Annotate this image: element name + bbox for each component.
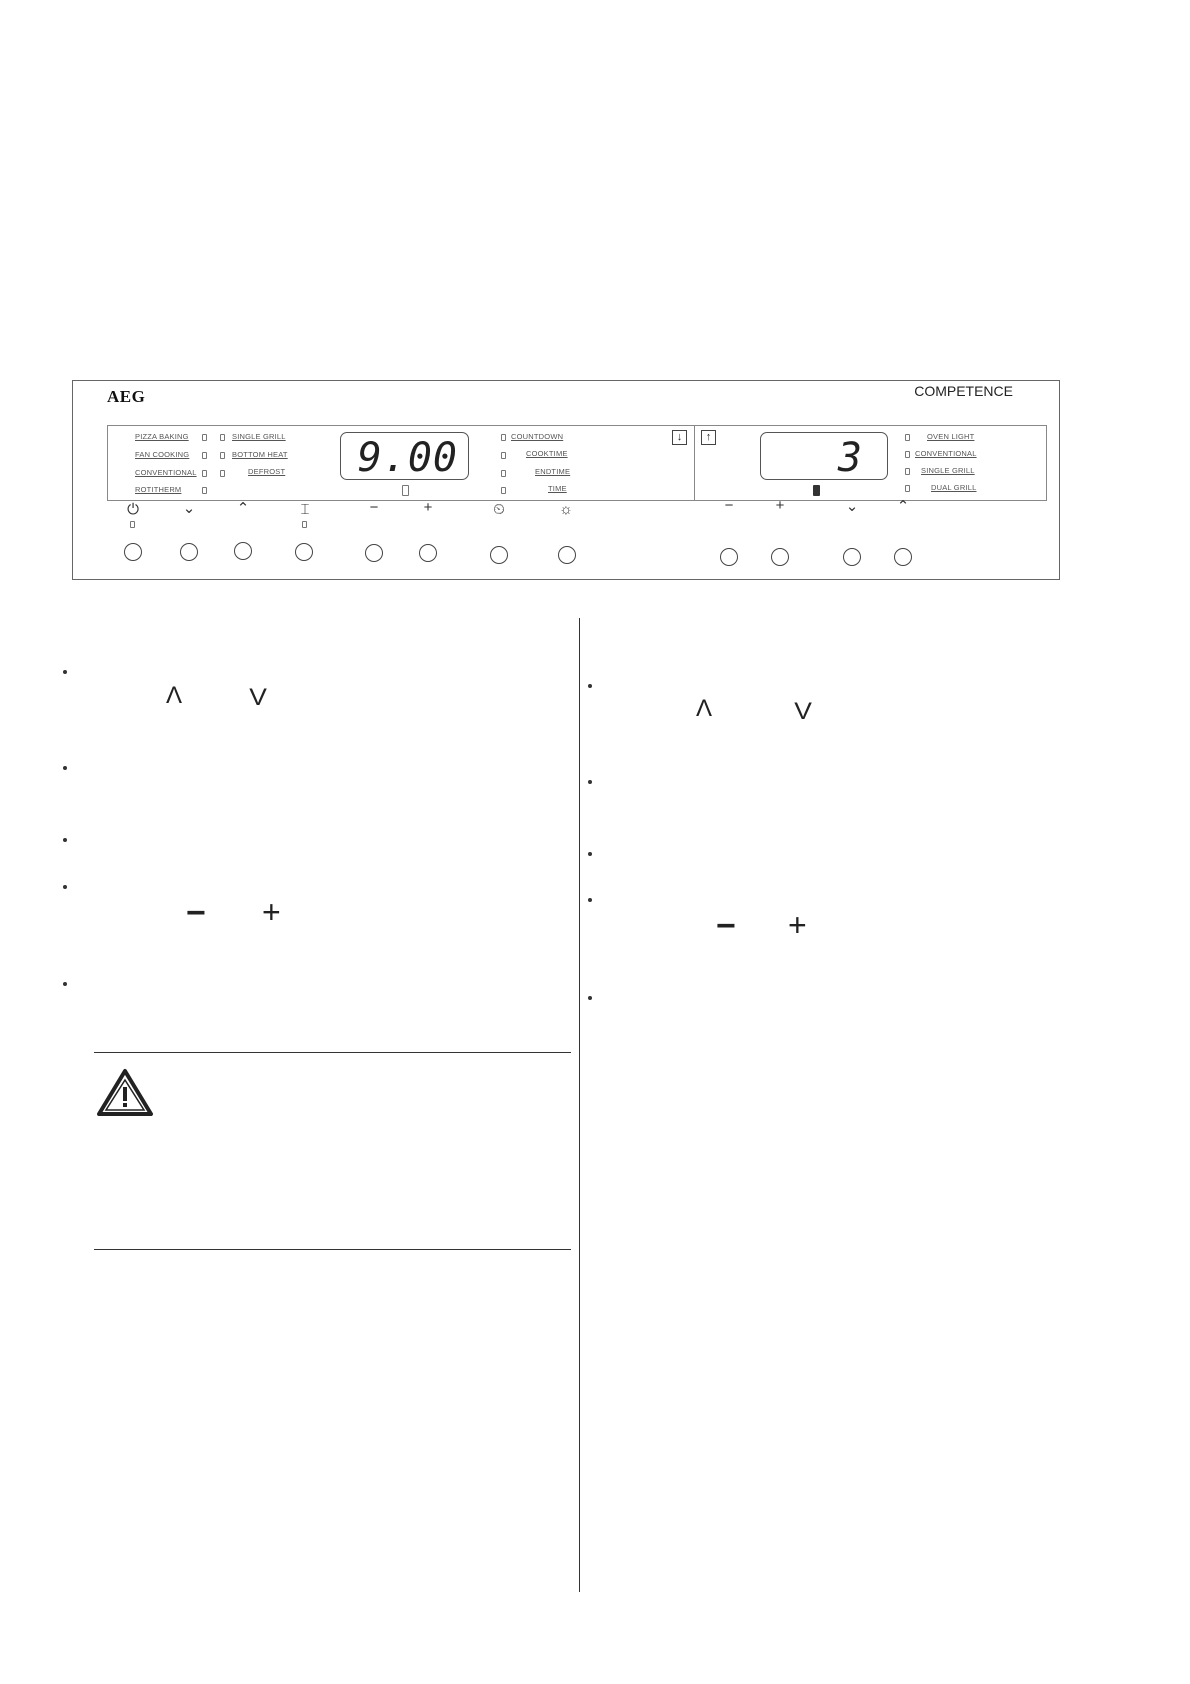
function-label-fan-cooking: FAN COOKING xyxy=(135,450,190,459)
second-plus-button[interactable] xyxy=(771,548,789,566)
right-function-indicator xyxy=(905,451,910,458)
function-indicator xyxy=(220,434,225,441)
timer-label-countdown: COUNTDOWN xyxy=(511,432,564,441)
warning-triangle-icon xyxy=(96,1068,154,1118)
function-indicator xyxy=(202,487,207,494)
right-label-single-grill: SINGLE GRILL xyxy=(921,466,975,475)
function-label-rotitherm: ROTITHERM xyxy=(135,485,182,494)
bullet xyxy=(63,838,67,842)
lock-indicator xyxy=(302,521,307,528)
second-down-button[interactable] xyxy=(843,548,861,566)
child-lock-button[interactable] xyxy=(295,543,313,561)
arrow-down-box-icon: ↓ xyxy=(672,430,687,445)
bullet xyxy=(588,780,592,784)
second-up-button[interactable] xyxy=(894,548,912,566)
main-display-value: 9.00 xyxy=(357,435,458,481)
clock-icon: ⏲ xyxy=(493,501,505,518)
function-down-button[interactable] xyxy=(180,543,198,561)
timer-indicator xyxy=(501,470,506,477)
up-symbol: Λ xyxy=(696,695,713,722)
bullet xyxy=(588,852,592,856)
second-display-value: 3 xyxy=(837,435,863,481)
plus-symbol: + xyxy=(788,907,807,943)
power-indicator xyxy=(130,521,135,528)
right-label-conventional: CONVENTIONAL xyxy=(915,449,977,458)
arrow-up-box-icon: ↑ xyxy=(701,430,716,445)
function-label-defrost: DEFROST xyxy=(248,467,286,476)
timer-indicator xyxy=(501,452,506,459)
minus-icon: − xyxy=(724,497,734,514)
down-symbol: V xyxy=(794,698,812,725)
timer-label-time: TIME xyxy=(548,484,567,493)
bullet xyxy=(63,885,67,889)
panel-divider xyxy=(694,426,695,500)
function-indicator xyxy=(202,434,207,441)
plus-icon: + xyxy=(775,497,785,514)
bullet xyxy=(588,996,592,1000)
minus-button[interactable] xyxy=(365,544,383,562)
right-function-indicator xyxy=(905,434,910,441)
chevron-down-icon: ⌄ xyxy=(182,500,196,517)
chevron-up-icon: ⌃ xyxy=(236,500,250,517)
oven-control-panel xyxy=(72,380,1060,580)
minus-icon: − xyxy=(369,499,379,516)
minus-symbol: − xyxy=(716,907,736,945)
display-indicator-active xyxy=(813,485,820,496)
right-label-oven-light: OVEN LIGHT xyxy=(927,432,975,441)
chevron-up-icon: ⌃ xyxy=(896,498,910,515)
function-label-single-grill: SINGLE GRILL xyxy=(232,432,286,441)
plus-symbol: + xyxy=(262,894,281,930)
power-button[interactable] xyxy=(124,543,142,561)
child-lock-icon: ⌶ xyxy=(300,501,310,518)
light-button[interactable] xyxy=(558,546,576,564)
clock-button[interactable] xyxy=(490,546,508,564)
warning-top-rule xyxy=(94,1052,571,1053)
right-function-indicator xyxy=(905,468,910,475)
chevron-down-icon: ⌄ xyxy=(845,498,859,515)
down-symbol: V xyxy=(249,684,267,711)
timer-indicator xyxy=(501,434,506,441)
function-label-bottom-heat: BOTTOM HEAT xyxy=(232,450,288,459)
plus-icon: + xyxy=(423,499,433,516)
plus-button[interactable] xyxy=(419,544,437,562)
light-icon: ☼ xyxy=(559,501,573,518)
warning-bottom-rule xyxy=(94,1249,571,1250)
bullet xyxy=(63,670,67,674)
second-minus-button[interactable] xyxy=(720,548,738,566)
bullet xyxy=(63,982,67,986)
up-symbol: Λ xyxy=(166,682,183,709)
right-function-indicator xyxy=(905,485,910,492)
function-label-conventional: CONVENTIONAL xyxy=(135,468,197,477)
minus-symbol: − xyxy=(186,894,206,932)
timer-label-endtime: ENDTIME xyxy=(535,467,571,476)
bullet xyxy=(63,766,67,770)
second-display xyxy=(760,432,888,480)
function-indicator xyxy=(220,470,225,477)
column-divider xyxy=(579,618,580,1592)
display-area xyxy=(107,425,1047,501)
main-time-display xyxy=(340,432,469,480)
display-indicator xyxy=(402,485,409,496)
bullet xyxy=(588,684,592,688)
right-label-dual-grill: DUAL GRILL xyxy=(931,483,977,492)
model-name: COMPETENCE xyxy=(914,383,1013,399)
timer-indicator xyxy=(501,487,506,494)
power-icon: ⏻ xyxy=(127,501,139,518)
function-indicator xyxy=(202,452,207,459)
function-indicator xyxy=(220,452,225,459)
function-indicator xyxy=(202,470,207,477)
timer-label-cooktime: COOKTIME xyxy=(526,449,568,458)
function-up-button[interactable] xyxy=(234,542,252,560)
function-label-pizza-baking: PIZZA BAKING xyxy=(135,432,189,441)
bullet xyxy=(588,898,592,902)
brand-logo: AEG xyxy=(107,387,146,406)
